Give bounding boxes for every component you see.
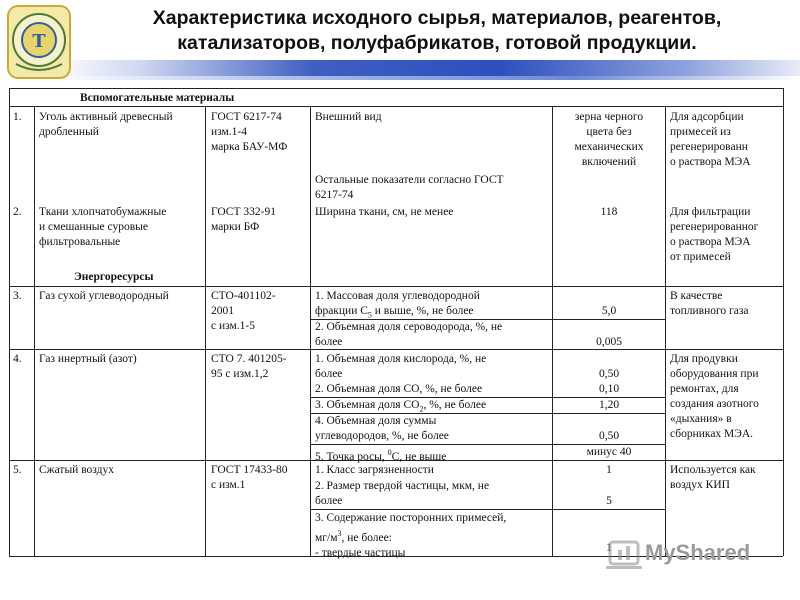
param-value: 0,50	[598, 368, 620, 380]
purpose-text	[670, 463, 756, 493]
item-name-line: и смешанные суровые	[39, 221, 148, 233]
value-line: механических	[574, 141, 644, 153]
param-text	[315, 173, 504, 203]
row-number: 4.	[13, 353, 22, 365]
item-name-line: Ткани хлопчатобумажные	[39, 206, 167, 218]
param-fragment: , %, не более	[423, 399, 487, 411]
standard-line: 2001	[211, 305, 234, 317]
item-name-line: дробленный	[39, 126, 99, 138]
purpose-line: оборудования при	[670, 368, 759, 380]
param-line	[315, 526, 506, 546]
university-emblem-icon	[6, 4, 72, 80]
param-text: 1. Класс загрязненности	[315, 464, 434, 476]
row-number: 2.	[13, 206, 22, 218]
purpose-line: регенерированног	[670, 221, 759, 233]
standard-line: 95 с изм.1,2	[211, 368, 269, 380]
item-name: Сжатый воздух	[39, 464, 114, 476]
item-name	[39, 110, 173, 140]
standard-line: ГОСТ 332-91	[211, 206, 276, 218]
param-value	[556, 110, 662, 170]
param-fragment: и выше, %, не более	[371, 305, 474, 317]
header-stripe-lower	[50, 76, 800, 80]
row-separator	[310, 509, 665, 510]
standard-line: СТО-401102-	[211, 290, 276, 302]
purpose-line: о раствора МЭА	[670, 156, 751, 168]
purpose-line: создания азотного	[670, 398, 759, 410]
purpose-line: о раствора МЭА	[670, 236, 751, 248]
param-value: 5	[606, 495, 612, 507]
row-number: 1.	[13, 111, 22, 123]
param-value: 0,10	[598, 383, 620, 395]
purpose-line: Используется как	[670, 464, 756, 476]
param-line: 1. Объемная доля кислорода, %, не	[315, 353, 487, 365]
param-text: Ширина ткани, см, не менее	[315, 206, 454, 218]
purpose-line: «дыхания» в	[670, 413, 732, 425]
param-line: более	[315, 495, 343, 507]
param-line: - твердые частицы	[315, 546, 406, 559]
purpose-text	[670, 110, 751, 170]
value-line: зерна черного	[574, 111, 644, 123]
item-standard	[211, 463, 287, 493]
item-name: Газ инертный (азот)	[39, 353, 137, 365]
purpose-line: сборниках МЭА.	[670, 428, 754, 440]
purpose-line: воздух КИП	[670, 479, 730, 491]
param-text	[315, 414, 449, 444]
col-divider-standard	[310, 106, 311, 556]
page-title	[82, 6, 792, 56]
param-value: 0,005	[596, 336, 622, 348]
purpose-line: Для фильтрации	[670, 206, 751, 218]
param-text	[315, 289, 480, 322]
purpose-line: В качестве	[670, 290, 723, 302]
value-line: включений	[581, 156, 637, 168]
standard-line: с изм.1-5	[211, 320, 255, 332]
param-value: 0,50	[598, 430, 620, 442]
param-line: 6217-74	[315, 189, 354, 201]
superscript: 0	[387, 448, 392, 457]
item-standard	[211, 352, 287, 382]
param-text	[315, 352, 486, 382]
section-aux-materials: Вспомогательные материалы	[80, 92, 235, 104]
purpose-line: Для адсорбции	[670, 111, 744, 123]
svg-text:Т: Т	[32, 31, 46, 52]
param-line: 1. Массовая доля углеводородной	[315, 290, 480, 302]
param-line: 2. Объемная доля сероводорода, %, не	[315, 321, 503, 333]
header-stripe	[50, 60, 800, 76]
item-standard	[211, 289, 276, 334]
purpose-line: Для продувки	[670, 353, 738, 365]
param-line: более	[315, 368, 343, 380]
param-value: 1	[606, 464, 612, 476]
purpose-text	[670, 289, 749, 319]
col-divider-value	[665, 106, 666, 556]
item-name	[39, 205, 166, 250]
param-line: 4. Объемная доля суммы	[315, 415, 437, 427]
page-title-line-1: Характеристика исходного сырья, материалов, реагентов,	[152, 7, 722, 29]
purpose-line: примесей из	[670, 126, 731, 138]
param-value: 1	[606, 542, 612, 554]
param-text: 2. Объемная доля CO, %, не более	[315, 383, 483, 395]
standard-line: ГОСТ 17433-80	[211, 464, 288, 476]
item-name-line: фильтровальные	[39, 236, 121, 248]
param-value: 5,0	[601, 305, 617, 317]
param-line: 2. Размер твердой частицы, мкм, не	[315, 480, 490, 492]
item-standard	[211, 205, 276, 235]
param-text: Внешний вид	[315, 111, 382, 123]
purpose-text	[670, 352, 759, 442]
col-divider-name	[205, 106, 206, 556]
item-name: Газ сухой углеводородный	[39, 290, 169, 302]
standard-line: марка БАУ-МФ	[211, 141, 288, 153]
param-fragment: C, не выше	[391, 450, 447, 463]
subscript: 2	[419, 404, 424, 414]
subscript: 5	[367, 310, 372, 320]
param-text	[315, 320, 502, 350]
param-text	[315, 445, 446, 465]
param-line: более	[315, 336, 343, 348]
purpose-text	[670, 205, 758, 265]
purpose-line: регенерированн	[670, 141, 748, 153]
param-line: 3. Содержание посторонних примесей,	[315, 512, 507, 524]
row-number: 5.	[13, 464, 22, 476]
purpose-line: топливного газа	[670, 305, 749, 317]
row-separator	[9, 286, 783, 287]
param-fragment: 5. Точка росы,	[315, 450, 388, 463]
page-title-line-2: катализаторов, полуфабрикатов, готовой продукции.	[177, 32, 697, 54]
watermark-text: MyShared	[645, 540, 751, 565]
param-text	[315, 511, 506, 561]
value-line: цвета без	[586, 126, 632, 138]
param-fragment: мг/м	[315, 531, 338, 544]
standard-line: ГОСТ 6217-74	[211, 111, 282, 123]
standard-line: СТО 7. 401205-	[211, 353, 287, 365]
standard-line: марки БФ	[211, 221, 260, 233]
param-value: минус 40	[586, 446, 632, 458]
standard-line: с изм.1	[211, 479, 246, 491]
table-header-divider	[9, 106, 783, 107]
param-fragment: 3. Объемная доля CO	[315, 399, 420, 411]
param-line: углеводородов, %, не более	[315, 430, 449, 442]
row-number: 3.	[13, 290, 22, 302]
param-fragment: , не более:	[341, 531, 392, 544]
param-value: 118	[600, 206, 618, 218]
section-energy: Энергоресурсы	[74, 271, 154, 283]
item-name-line: Уголь активный древесный	[39, 111, 173, 123]
param-fragment: фракции C	[315, 305, 368, 317]
purpose-line: от примесей	[670, 251, 731, 263]
param-text	[315, 479, 489, 509]
item-standard	[211, 110, 287, 155]
param-line: Остальные показатели согласно ГОСТ	[315, 174, 504, 186]
superscript: 3	[337, 529, 342, 538]
col-divider-num	[34, 106, 35, 556]
table-right-border	[783, 88, 784, 556]
col-divider-param	[552, 106, 553, 556]
table-left-border	[9, 88, 10, 556]
purpose-line: ремонтах, для	[670, 383, 739, 395]
param-value: 1,20	[598, 399, 620, 411]
standard-line: изм.1-4	[211, 126, 248, 138]
table-top-border	[9, 88, 783, 89]
